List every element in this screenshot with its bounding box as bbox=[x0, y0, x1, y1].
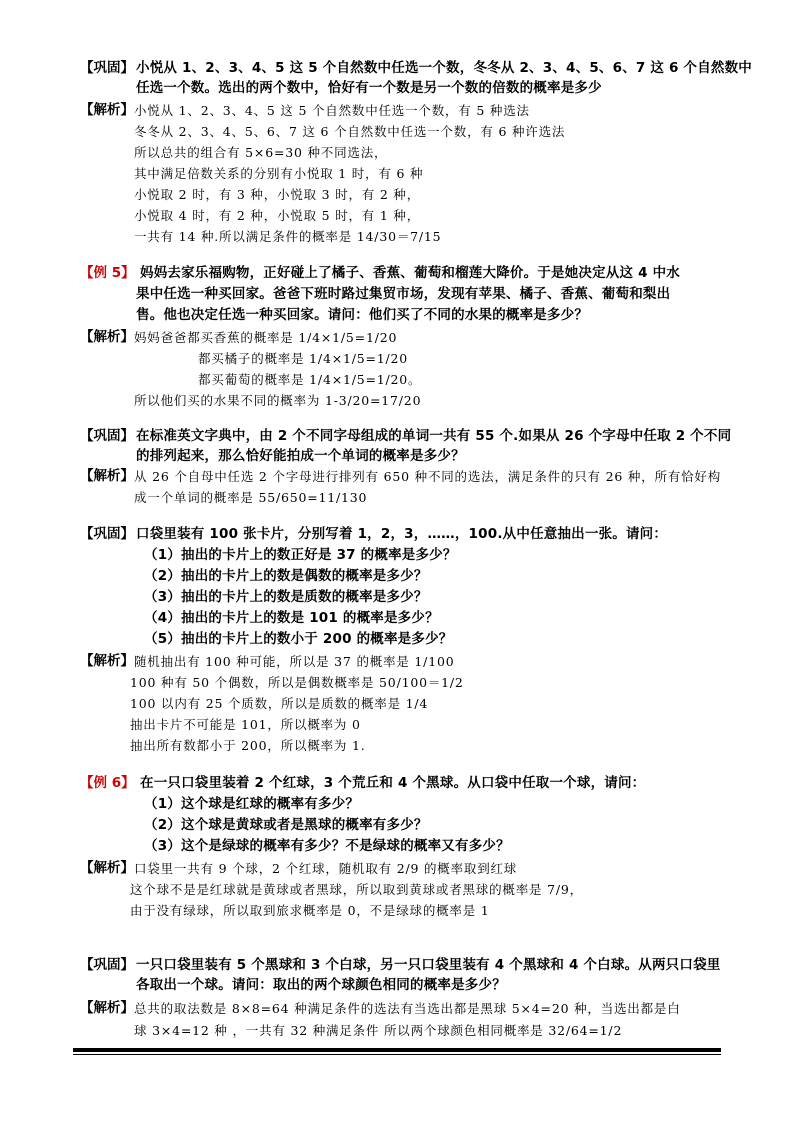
question-line: 小悦从 1、2、3、4、5 这 5 个自然数中任选一个数，冬冬从 2、3、4、5、6、7 这 6 个自然数中 bbox=[136, 60, 753, 76]
question-line: 妈妈去家乐福购物，正好碰上了橘子、香蕉、葡萄和榴莲大降价。于是她决定从这 4 中水 bbox=[140, 265, 680, 281]
consolidate-tag: 【巩固】 bbox=[80, 526, 134, 542]
analysis-line: 从 26 个自母中任选 2 个字母进行排列有 650 种不同的选法，满足条件的只有 26 种，所有恰好构 bbox=[134, 469, 722, 484]
question-line: 一只口袋里装有 5 个黑球和 3 个白球，另一只口袋里装有 4 个黑球和 4 个白球。从两只口袋里 bbox=[136, 957, 721, 973]
question-line: （1）抽出的卡片上的数正好是 37 的概率是多少？ bbox=[144, 547, 457, 563]
analysis-tag: 【解析】 bbox=[80, 653, 134, 669]
question-line: （4）抽出的卡片上的数是 101 的概率是多少？ bbox=[144, 610, 439, 626]
analysis-line: 抽出所有数都小于 200，所以概率为 1. bbox=[130, 738, 366, 753]
question-line: （2）这个球是黄球或者是黑球的概率有多少？ bbox=[144, 817, 428, 833]
analysis-line: 总共的取法数是 8×8=64 种满足条件的选法有当选出都是黑球 5×4=20 种，当选出都是白 bbox=[134, 1001, 681, 1016]
question-line: 各取出一个球。请问：取出的两个球颜色相同的概率是多少？ bbox=[136, 977, 506, 993]
analysis-line: 一共有 14 种.所以满足条件的概率是 14/30＝7/15 bbox=[134, 229, 442, 244]
question-line: （1）这个球是红球的概率有多少？ bbox=[144, 796, 360, 812]
example-tag: 【例 6】 bbox=[80, 775, 135, 791]
analysis-line: 所以他们买的水果不同的概率为 1-3/20=17/20 bbox=[134, 393, 422, 408]
footer-rule-thin bbox=[73, 1054, 721, 1055]
analysis-line: 其中满足倍数关系的分别有小悦取 1 时，有 6 种 bbox=[134, 166, 424, 181]
question-line: （3）抽出的卡片上的数是质数的概率是多少？ bbox=[144, 589, 428, 605]
question-line: 果中任选一种买回家。爸爸下班时路过集贸市场，发现有苹果、橘子、香蕉、葡萄和梨出 bbox=[136, 286, 671, 302]
analysis-line: 妈妈爸爸都买香蕉的概率是 1/4×1/5=1/20 bbox=[134, 330, 398, 345]
analysis-line: 球 3×4=12 种 ，一共有 32 种满足条件 所以两个球颜色相同概率是 32/64=1/2 bbox=[134, 1023, 623, 1038]
example-tag: 【例 5】 bbox=[80, 265, 135, 281]
consolidate-tag: 【巩固】 bbox=[80, 428, 134, 444]
analysis-tag: 【解析】 bbox=[80, 860, 134, 876]
analysis-line: 所以总共的组合有 5×6=30 种不同选法， bbox=[134, 145, 388, 160]
analysis-line: 冬冬从 2、3、4、5、6、7 这 6 个自然数中任选一个数，有 6 种许选法 bbox=[134, 124, 566, 139]
analysis-line: 成一个单词的概率是 55/650=11/130 bbox=[134, 490, 368, 505]
analysis-line: 小悦从 1、2、3、4、5 这 5 个自然数中任选一个数，有 5 种选法 bbox=[134, 103, 530, 118]
analysis-tag: 【解析】 bbox=[80, 468, 134, 484]
question-line: （5）抽出的卡片上的数小于 200 的概率是多少？ bbox=[144, 631, 453, 647]
analysis-tag: 【解析】 bbox=[80, 1000, 134, 1016]
consolidate-tag: 【巩固】 bbox=[80, 60, 134, 76]
question-line: 任选一个数。选出的两个数中，恰好有一个数是另一个数的倍数的概率是多少 bbox=[136, 80, 602, 96]
analysis-line: 由于没有绿球，所以取到旅求概率是 0，不是绿球的概率是 1 bbox=[130, 903, 490, 918]
analysis-line: 这个球不是是红球就是黄球或者黑球，所以取到黄球或者黑球的概率是 7/9， bbox=[130, 882, 583, 897]
analysis-line: 随机抽出有 100 种可能，所以是 37 的概率是 1/100 bbox=[134, 654, 455, 669]
analysis-line: 抽出卡片不可能是 101，所以概率为 0 bbox=[130, 717, 361, 732]
question-line: 的排列起来，那么恰好能拍成一个单词的概率是多少？ bbox=[136, 448, 465, 464]
analysis-line: 100 种有 50 个偶数，所以是偶数概率是 50/100＝1/2 bbox=[130, 675, 464, 690]
question-line: 售。他也决定任选一种买回家。请问：他们买了不同的水果的概率是多少？ bbox=[136, 307, 589, 323]
analysis-line: 100 以内有 25 个质数，所以是质数的概率是 1/4 bbox=[130, 696, 429, 711]
question-line: （2）抽出的卡片上的数是偶数的概率是多少？ bbox=[144, 568, 428, 584]
question-line: 口袋里装有 100 张卡片，分别写着 1，2，3，……，100.从中任意抽出一张。请问： bbox=[136, 526, 668, 542]
footer-rule-thick bbox=[73, 1048, 721, 1052]
analysis-tag: 【解析】 bbox=[80, 329, 134, 345]
analysis-line: 都买橘子的概率是 1/4×1/5=1/20 bbox=[198, 351, 409, 366]
consolidate-tag: 【巩固】 bbox=[80, 957, 134, 973]
analysis-line: 都买葡萄的概率是 1/4×1/5=1/20。 bbox=[198, 372, 422, 387]
analysis-line: 小悦取 4 时，有 2 种，小悦取 5 时，有 1 种， bbox=[134, 208, 420, 223]
question-line: 在一只口袋里装着 2 个红球，3 个荒丘和 4 个黑球。从口袋中任取一个球，请问： bbox=[140, 775, 646, 791]
analysis-line: 小悦取 2 时，有 3 种，小悦取 3 时，有 2 种， bbox=[134, 187, 420, 202]
question-line: 在标准英文字典中，由 2 个不同字母组成的单词一共有 55 个.如果从 26 个字母中任取 2 个不同 bbox=[136, 428, 732, 444]
analysis-line: 口袋里一共有 9 个球，2 个红球，随机取有 2/9 的概率取到红球 bbox=[134, 861, 518, 876]
question-line: （3）这个是绿球的概率有多少？不是绿球的概率又有多少？ bbox=[144, 838, 510, 854]
analysis-tag: 【解析】 bbox=[80, 102, 134, 118]
